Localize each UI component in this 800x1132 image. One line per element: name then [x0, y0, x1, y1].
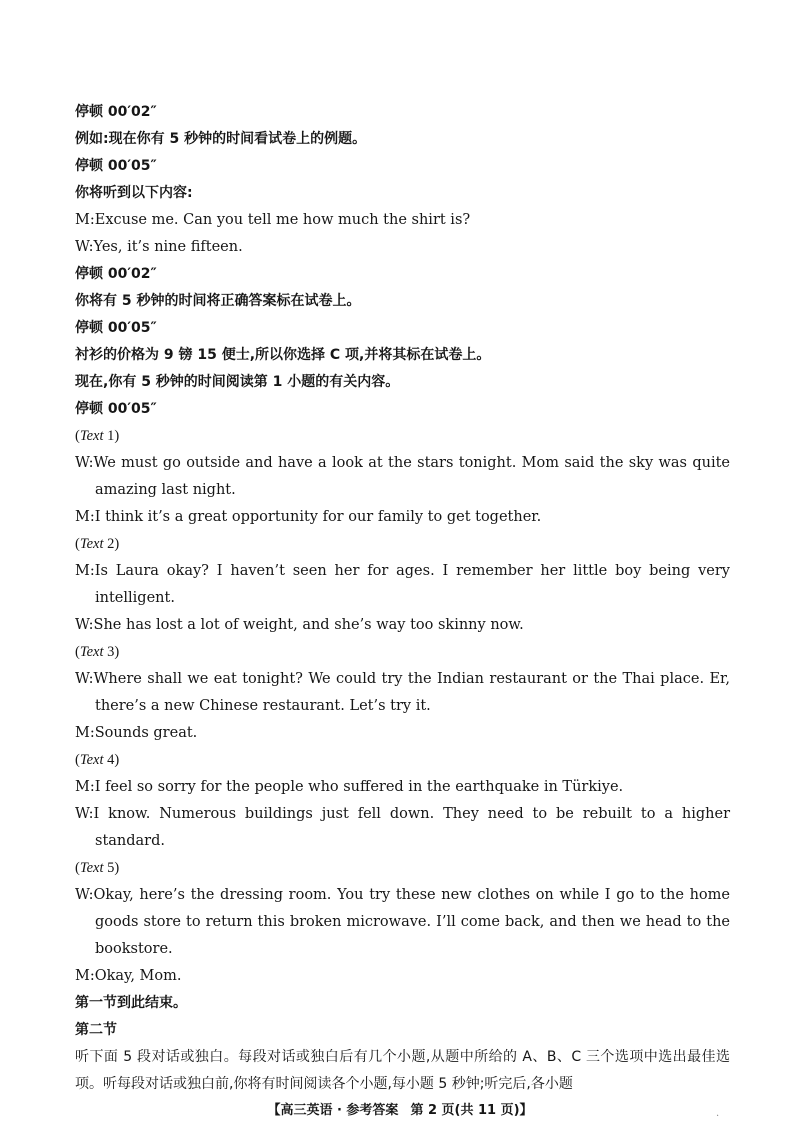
text-label: (Text 4) — [75, 752, 120, 768]
dialogue-line: M:Okay, Mom. — [75, 968, 182, 984]
text-label-word: Text — [79, 536, 104, 552]
dialogue-line: M:Is Laura okay? I haven’t seen her for ages. I remember her little boy being very intelligent. — [75, 563, 730, 606]
dialogue-line: M:Excuse me. Can you tell me how much the shirt is? — [75, 212, 471, 228]
page-content — [75, 99, 730, 1098]
text-label-word: Text — [79, 644, 104, 660]
footer-page-number: 第 2 页(共 11 页)】 — [410, 1103, 533, 1118]
pause-line: 停顿 00′05″ — [75, 158, 157, 174]
dialogue-line: W:She has lost a lot of weight, and she’s way too skinny now. — [75, 617, 524, 633]
text-label-word: Text — [79, 752, 104, 768]
dialogue-line: W:We must go outside and have a look at the stars tonight. Mom said the sky was quite amazing last night. — [75, 455, 730, 498]
text-label-word: Text — [79, 860, 104, 876]
text-label-number: 3 — [107, 644, 115, 660]
instruction-line: 衬衫的价格为 9 镑 15 便士,所以你选择 C 项,并将其标在试卷上。 — [75, 347, 491, 363]
text-label: (Text 1) — [75, 428, 120, 444]
instruction-line: 例如:现在你有 5 秒钟的时间看试卷上的例题。 — [75, 131, 367, 147]
text-label-number: 4 — [107, 752, 115, 768]
text-label: (Text 3) — [75, 644, 120, 660]
dialogue-line: M:Sounds great. — [75, 725, 198, 741]
pause-line: 停顿 00′05″ — [75, 401, 157, 417]
text-label-number: 1 — [107, 428, 115, 444]
section-title: 第二节 — [75, 1022, 117, 1038]
text-label: (Text 2) — [75, 536, 120, 552]
dialogue-line: W:I know. Numerous buildings just fell down. They need to be rebuilt to a higher standard. — [75, 806, 730, 849]
dialogue-line: W:Where shall we eat tonight? We could try the Indian restaurant or the Thai place. Er, there’s a new Chinese restaurant. Let’s try it. — [75, 671, 730, 714]
pause-line: 停顿 00′02″ — [75, 266, 157, 282]
dialogue-line: W:Okay, here’s the dressing room. You try these new clothes on while I go to the home goods store to return this broken microwave. I’ll come back, and then we head to the bookstore. — [75, 887, 730, 957]
page-footer — [0, 1099, 800, 1118]
text-label: (Text 5) — [75, 860, 120, 876]
pause-line: 停顿 00′02″ — [75, 104, 157, 120]
instruction-line: 你将有 5 秒钟的时间将正确答案标在试卷上。 — [75, 293, 361, 309]
footer-title: 【高三英语 · 参考答案 — [267, 1103, 399, 1118]
section-instructions: 听下面 5 段对话或独白。每段对话或独白后有几个小题,从题中所给的 A、B、C 三个选项中选出最佳选项。听每段对话或独白前,你将有时间阅读各个小题,每小题 5 秒钟;听完后,各小题 — [75, 1049, 730, 1092]
text-label-word: Text — [79, 428, 104, 444]
instruction-line: 你将听到以下内容: — [75, 185, 193, 201]
dialogue-line: W:Yes, it’s nine fifteen. — [75, 239, 243, 255]
scan-mark: . — [716, 1108, 720, 1119]
text-label-number: 5 — [107, 860, 115, 876]
instruction-line: 现在,你有 5 秒钟的时间阅读第 1 小题的有关内容。 — [75, 374, 400, 390]
text-label-number: 2 — [107, 536, 115, 552]
dialogue-line: M:I feel so sorry for the people who suffered in the earthquake in Türkiye. — [75, 779, 624, 795]
pause-line: 停顿 00′05″ — [75, 320, 157, 336]
dialogue-line: M:I think it’s a great opportunity for our family to get together. — [75, 509, 542, 525]
section-end-line: 第一节到此结束。 — [75, 995, 187, 1011]
